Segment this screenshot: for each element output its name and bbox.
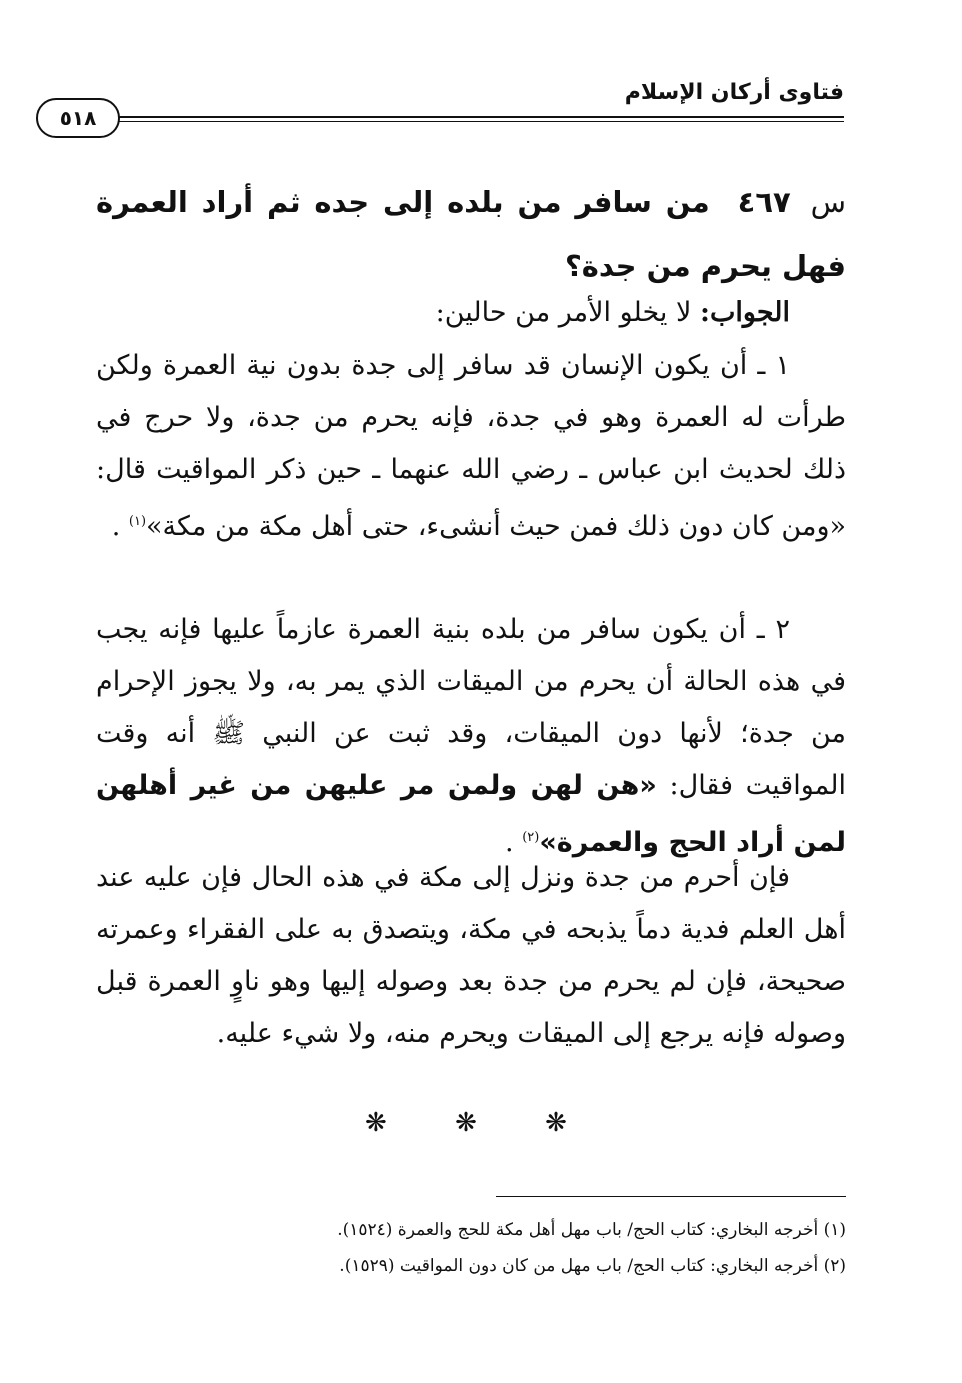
section-separator: ❋ ❋ ❋ — [365, 1108, 597, 1138]
question-number: ٤٦٧ — [737, 185, 791, 219]
running-title: فتاوى أركان الإسلام — [624, 80, 844, 105]
header-rule — [116, 116, 844, 122]
paragraph-1-text: ١ ـ أن يكون الإنسان قد سافر إلى جدة بدون نية العمرة ولكن طرأت له العمرة وهو في جدة، فإنه يحرم من جدة، ولا حرج في ذلك لحديث ابن عباس ـ رضي الله عنهما ـ حين ذكر المواقيت قال: «ومن كان دون ذلك فمن حيث أنشىء، حتى أهل مكة من مكة» — [96, 350, 846, 542]
paragraph-2 — [96, 604, 846, 869]
footnotes — [80, 1212, 846, 1284]
paragraph-1-end: . — [111, 511, 129, 542]
answer-intro-text: لا يخلو الأمر من حالين: — [435, 297, 692, 328]
footnote-ref-2[interactable]: (٢) — [522, 830, 540, 845]
footnote-rule — [496, 1196, 846, 1197]
paragraph-2-end: . — [505, 827, 523, 858]
footnote-2: (٢) أخرجه البخاري: كتاب الحج/ باب مهل من كان دون المواقيت (١٥٢٩). — [339, 1256, 846, 1276]
paragraph-1 — [96, 340, 846, 553]
hadith-quote: «هن لهن ولمن مر عليهن من غير أهلهن لمن أراد الحج والعمرة» — [96, 770, 846, 858]
answer-intro — [96, 286, 846, 340]
paragraph-3-text: فإن أحرم من جدة ونزل إلى مكة في هذه الحال فإن عليه عند أهل العلم فدية دماً يذبحه في مكة، ويتصدق به على الفقراء وعمرته صحيحة، فإن لم يحرم من جدة بعد وصوله إليها وهو ناوٍ العمرة قبل وصوله فإنه يرجع إلى الميقات ويحرم منه، ولا شيء عليه. — [96, 862, 846, 1049]
page-number: ٥١٨ — [36, 98, 120, 138]
question — [96, 170, 846, 298]
footnote-1: (١) أخرجه البخاري: كتاب الحج/ باب مهل أهل مكة للحج والعمرة (١٥٢٤). — [337, 1220, 846, 1240]
footnote-ref-1[interactable]: (١) — [128, 514, 147, 529]
answer-lead: الجواب: — [700, 297, 790, 328]
paragraph-2-text: ٢ ـ أن يكون سافر من بلده بنية العمرة عازماً عليها فإنه يجب في هذه الحالة أن يحرم من الميقات الذي يمر به، ولا يجوز الإحرام من جدة؛ لأنها دون الميقات، وقد ثبت عن النبي ﷺ أنه وقت المواقيت فقال: — [96, 614, 846, 801]
question-marker: س — [810, 185, 846, 219]
question-text: من سافر من بلده إلى جده ثم أراد العمرة فهل يحرم من جدة؟ — [96, 185, 846, 283]
paragraph-3 — [96, 852, 846, 1060]
